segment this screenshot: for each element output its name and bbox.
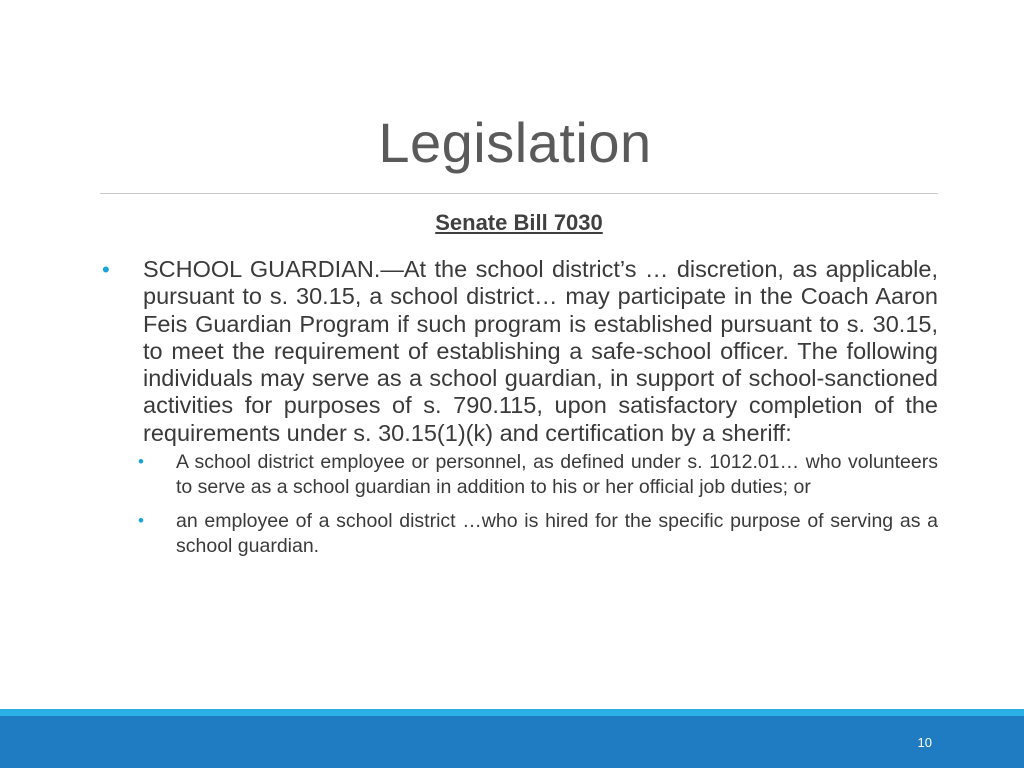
sub-bullet-text: an employee of a school district …who is hired for the specific purpose of serving as a school guardian. xyxy=(176,510,938,557)
footer-bar xyxy=(0,716,1024,768)
bullet-icon: • xyxy=(102,257,110,282)
title-divider xyxy=(100,193,938,194)
slide-subtitle: Senate Bill 7030 xyxy=(435,210,603,235)
sub-bullet xyxy=(138,450,938,499)
page-number: 10 xyxy=(917,735,932,750)
main-bullet-text: SCHOOL GUARDIAN.—At the school district’s … discretion, as applicable, pursuant to s. 30.15, a school district… may participate in the Coach Aaron Feis Guardian Program if such program is established pursuant to s. 30.15, to meet the requirement of establishing a safe-school officer. The following individuals may serve as a school guardian, in support of school-sanctioned activities for purposes of s. 790.115, upon satisfactory completion of the requirements under s. 30.15(1)(k) and certification by a sheriff: xyxy=(143,256,938,446)
bullet-icon: • xyxy=(138,452,144,472)
sub-bullet-text: A school district employee or personnel, as defined under s. 1012.01… who volunteers to serve as a school guardian in addition to his or her official job duties; or xyxy=(176,451,938,498)
bullet-icon: • xyxy=(138,511,144,531)
footer-accent-line xyxy=(0,709,1024,716)
main-bullet xyxy=(100,256,938,447)
sub-bullet xyxy=(138,509,938,558)
slide-title: Legislation xyxy=(378,111,652,174)
sub-bullet-list xyxy=(100,450,938,558)
slide-body xyxy=(100,256,938,568)
